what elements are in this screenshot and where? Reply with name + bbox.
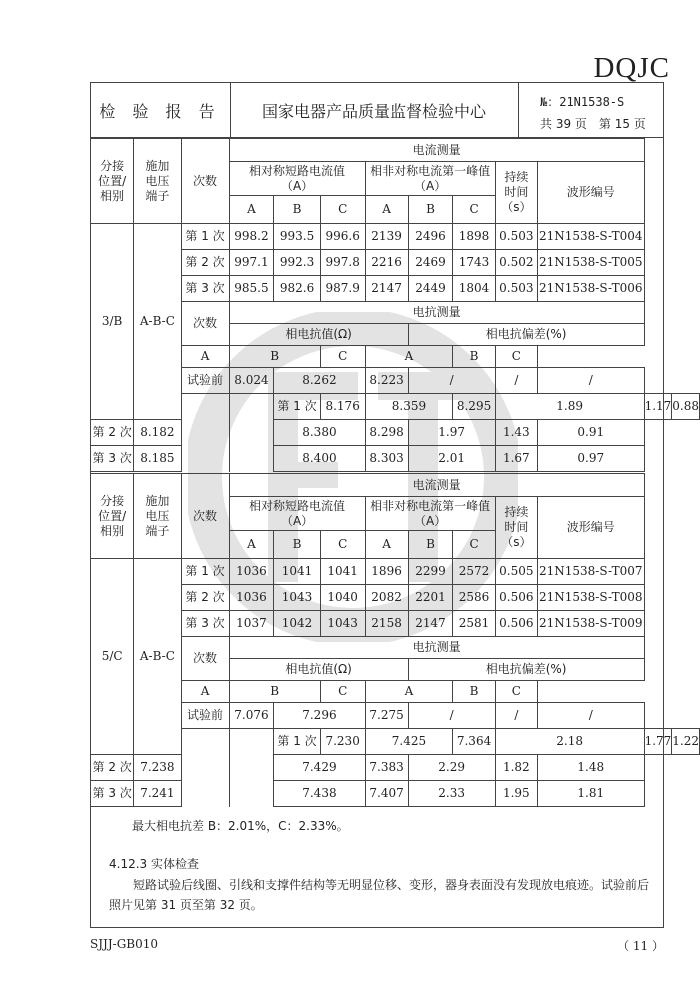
cell: / [495, 703, 537, 729]
cell: 8.359 [365, 394, 453, 420]
phase-header: B [453, 346, 495, 368]
cell: 2216 [365, 250, 408, 276]
row-label: 第 1 次 [181, 224, 229, 250]
sym-current-header: 相对称短路电流值 （A） [229, 162, 365, 196]
waveform-id: 21N1538-S-T004 [537, 224, 644, 250]
waveform-id: 21N1538-S-T006 [537, 276, 644, 302]
applied-terminal-header: 施加 电压 端子 [134, 474, 181, 559]
cell: / [537, 368, 644, 394]
cell: 992.3 [274, 250, 320, 276]
cell: 1043 [274, 585, 320, 611]
spacer-cell [229, 729, 274, 807]
table-row [91, 250, 700, 276]
cell: 1043 [320, 611, 365, 637]
table-row [91, 224, 700, 250]
cell: 8.024 [229, 368, 274, 394]
cell: 998.2 [229, 224, 274, 250]
duration-header: 持续 时间 （s） [495, 162, 537, 224]
phase-header: C [320, 196, 365, 224]
phase-header: A [365, 346, 453, 368]
phase-header: C [453, 196, 495, 224]
impedance-measurement-header: 电抗测量 [229, 637, 644, 659]
cell: 1.48 [537, 755, 644, 781]
cell: 0.505 [495, 559, 537, 585]
section-heading: 4.12.3 实体检查 [109, 857, 199, 871]
cell: 7.275 [365, 703, 408, 729]
table-row [91, 368, 700, 394]
cell: 8.295 [453, 394, 495, 420]
cell: 1.89 [495, 394, 644, 420]
row-label: 第 2 次 [91, 420, 134, 446]
applied-terminal-header: 施加 电压 端子 [134, 139, 181, 224]
phase-header: C [320, 346, 365, 368]
cell: 1041 [320, 559, 365, 585]
cell: 7.241 [134, 781, 181, 807]
cell: 7.076 [229, 703, 274, 729]
cell: 7.438 [274, 781, 365, 807]
cell: 7.238 [134, 755, 181, 781]
cell: 1804 [453, 276, 495, 302]
phase-header: B [229, 346, 320, 368]
row-label: 第 3 次 [91, 446, 134, 472]
table-row [91, 729, 700, 755]
impedance-deviation-header: 相电抗偏差(%) [408, 659, 644, 681]
waveform-id: 21N1538-S-T009 [537, 611, 644, 637]
impedance-value-header: 相电抗值(Ω) [229, 659, 408, 681]
cell: 1.17 [644, 394, 672, 420]
waveform-id: 21N1538-S-T008 [537, 585, 644, 611]
times-header: 次数 [181, 139, 229, 224]
terminal-value: A-B-C [134, 559, 181, 755]
cell: 2449 [408, 276, 453, 302]
impedance-measurement-header: 电抗测量 [229, 302, 644, 324]
table-row [91, 276, 700, 302]
tap-value: 3/B [91, 224, 134, 420]
tap-value: 5/C [91, 559, 134, 755]
cell: 1.97 [408, 420, 495, 446]
row-label: 试验前 [181, 368, 229, 394]
cell: 0.503 [495, 276, 537, 302]
cell: 2.01 [408, 446, 495, 472]
row-label: 第 1 次 [274, 394, 320, 420]
table-row [91, 559, 700, 585]
tap-position-header: 分接 位置/ 相别 [91, 139, 134, 224]
phase-header: A [181, 681, 229, 703]
waveform-header: 波形编号 [537, 162, 644, 224]
cell: / [537, 703, 644, 729]
cell: 7.230 [320, 729, 365, 755]
table-row [91, 703, 700, 729]
cell: 1.22 [672, 729, 700, 755]
cell: 996.6 [320, 224, 365, 250]
test-table-3b [90, 138, 700, 472]
cell: 1040 [320, 585, 365, 611]
cell: 8.380 [274, 420, 365, 446]
phase-header: C [495, 346, 537, 368]
cell: 7.425 [365, 729, 453, 755]
table-row [91, 611, 700, 637]
page-count: 共 39 页 第 15 页 [540, 117, 646, 131]
cell: 1042 [274, 611, 320, 637]
row-label: 第 3 次 [91, 781, 134, 807]
row-label: 试验前 [181, 703, 229, 729]
phase-header: A [365, 196, 408, 224]
cell: 8.262 [274, 368, 365, 394]
cell: 1.67 [495, 446, 537, 472]
terminal-value: A-B-C [134, 224, 181, 420]
cell: 1898 [453, 224, 495, 250]
spacer-cell [229, 394, 274, 472]
cell: 0.88 [672, 394, 700, 420]
sym-current-header: 相对称短路电流值 （A） [229, 497, 365, 531]
cell: 1041 [274, 559, 320, 585]
cell: 997.8 [320, 250, 365, 276]
asym-peak-header: 相非对称电流第一峰值 （A） [365, 497, 495, 531]
cell: 0.97 [537, 446, 644, 472]
asym-peak-header: 相非对称电流第一峰值 （A） [365, 162, 495, 196]
cell: 2581 [453, 611, 495, 637]
phase-header: A [229, 531, 274, 559]
cell: 7.296 [274, 703, 365, 729]
phase-header: B [274, 531, 320, 559]
row-label: 第 1 次 [274, 729, 320, 755]
cell: 2201 [408, 585, 453, 611]
cell: 0.503 [495, 224, 537, 250]
cell: 2082 [365, 585, 408, 611]
times-header: 次数 [181, 637, 229, 681]
cell: 1036 [229, 585, 274, 611]
cell: 1.95 [495, 781, 537, 807]
cell: 1.81 [537, 781, 644, 807]
cell: 8.303 [365, 446, 408, 472]
cell: 0.506 [495, 611, 537, 637]
cell: 7.407 [365, 781, 408, 807]
cell: 8.400 [274, 446, 365, 472]
cell: 7.429 [274, 755, 365, 781]
cell: 2139 [365, 224, 408, 250]
cell: 987.9 [320, 276, 365, 302]
cell: 2.18 [495, 729, 644, 755]
waveform-header: 波形编号 [537, 497, 644, 559]
row-label: 第 2 次 [181, 585, 229, 611]
cell: 1896 [365, 559, 408, 585]
cell: 997.1 [229, 250, 274, 276]
cell: 8.223 [365, 368, 408, 394]
cell: 2.33 [408, 781, 495, 807]
cell: / [495, 368, 537, 394]
cell: 982.6 [274, 276, 320, 302]
duration-header: 持续 时间 （s） [495, 497, 537, 559]
cell: 2147 [408, 611, 453, 637]
page-number: （ 11 ） [617, 939, 664, 953]
cell: 2158 [365, 611, 408, 637]
cell: 0.502 [495, 250, 537, 276]
table-row [91, 585, 700, 611]
cell: 2.29 [408, 755, 495, 781]
phase-header: B [274, 196, 320, 224]
cell: 2147 [365, 276, 408, 302]
cell: / [408, 703, 495, 729]
times-header: 次数 [181, 302, 229, 346]
cell: 7.364 [453, 729, 495, 755]
spacer-cell [181, 394, 229, 472]
row-label: 第 1 次 [181, 559, 229, 585]
phase-header: C [453, 531, 495, 559]
row-label: 第 2 次 [181, 250, 229, 276]
impedance-value-header: 相电抗值(Ω) [229, 324, 408, 346]
cell: 8.298 [365, 420, 408, 446]
row-label: 第 3 次 [181, 276, 229, 302]
max-deviation-note: 最大相电抗差 B：2.01%，C：2.33%。 [132, 819, 349, 833]
current-measurement-header: 电流测量 [229, 474, 644, 497]
cell: 1.43 [495, 420, 537, 446]
phase-header: A [229, 196, 274, 224]
row-label: 第 3 次 [181, 611, 229, 637]
report-header [90, 82, 664, 138]
cell: 0.91 [537, 420, 644, 446]
waveform-id: 21N1538-S-T007 [537, 559, 644, 585]
tap-position-header: 分接 位置/ 相别 [91, 474, 134, 559]
cell: 2586 [453, 585, 495, 611]
cell: 1.77 [644, 729, 672, 755]
cell: 2299 [408, 559, 453, 585]
phase-header: B [408, 196, 453, 224]
cell: 7.383 [365, 755, 408, 781]
report-title: 检 验 报 告 [90, 82, 231, 138]
brand-mark: DQJC [593, 52, 670, 84]
cell: 1036 [229, 559, 274, 585]
cell: 1.82 [495, 755, 537, 781]
test-table-5c [90, 473, 700, 807]
cell: 8.182 [134, 420, 181, 446]
waveform-id: 21N1538-S-T005 [537, 250, 644, 276]
cell: 0.506 [495, 585, 537, 611]
phase-header: A [181, 346, 229, 368]
cell: 8.185 [134, 446, 181, 472]
form-code: SJJJ-GB010 [90, 937, 159, 951]
cell: / [408, 368, 495, 394]
impedance-deviation-header: 相电抗偏差(%) [408, 324, 644, 346]
phase-header: C [320, 681, 365, 703]
current-measurement-header: 电流测量 [229, 139, 644, 162]
cell: 2496 [408, 224, 453, 250]
cell: 1743 [453, 250, 495, 276]
cell: 1037 [229, 611, 274, 637]
cell: 8.176 [320, 394, 365, 420]
cell: 2572 [453, 559, 495, 585]
phase-header: B [408, 531, 453, 559]
phase-header: C [495, 681, 537, 703]
report-number: №：21N1538-S [540, 95, 625, 109]
phase-header: A [365, 531, 408, 559]
phase-header: B [453, 681, 495, 703]
inspection-paragraph: 短路试验后线圈、引线和支撑件结构等无明显位移、变形，器身表面没有发现放电痕迹。试验前后照片见第 31 页至第 32 页。 [109, 878, 650, 912]
cell: 993.5 [274, 224, 320, 250]
table-row [91, 394, 700, 420]
cell: 985.5 [229, 276, 274, 302]
phase-header: C [320, 531, 365, 559]
cell: 2469 [408, 250, 453, 276]
spacer-cell [181, 729, 229, 807]
row-label: 第 2 次 [91, 755, 134, 781]
phase-header: B [229, 681, 320, 703]
organization-name: 国家电器产品质量监督检验中心 [230, 82, 519, 138]
times-header: 次数 [181, 474, 229, 559]
phase-header: A [365, 681, 453, 703]
